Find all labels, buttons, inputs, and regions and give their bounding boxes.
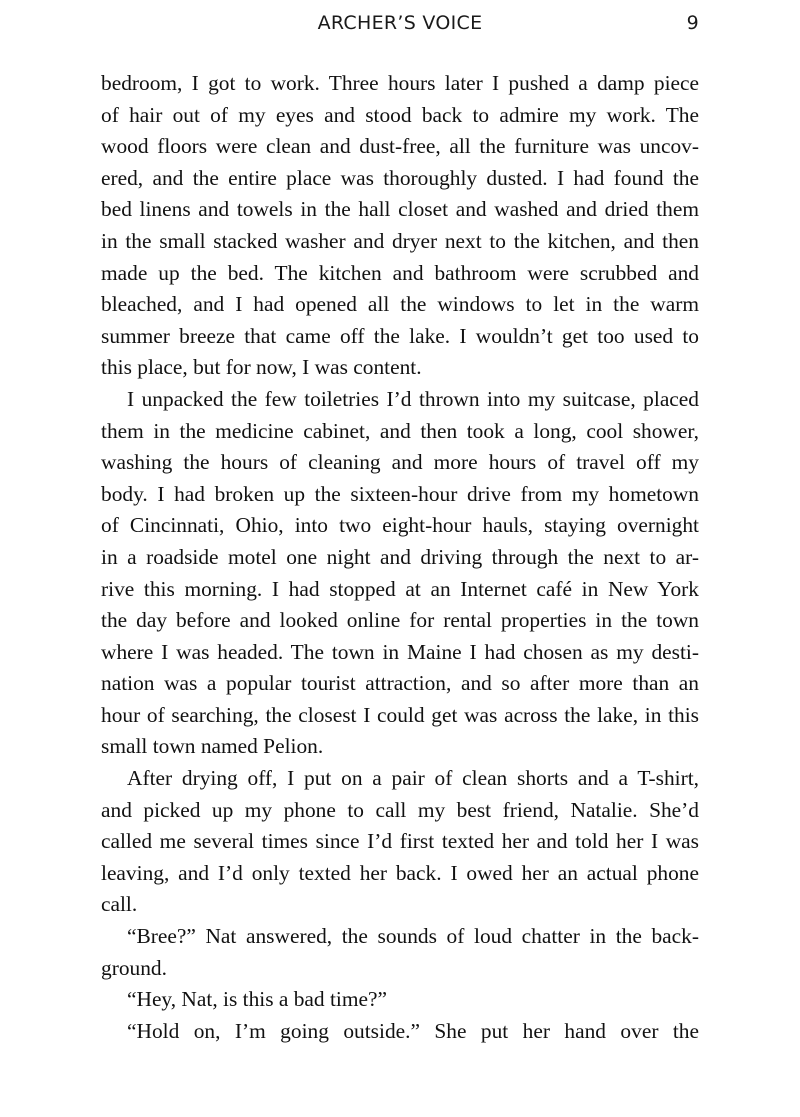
paragraph — [101, 68, 699, 384]
page-number: 9 — [686, 12, 699, 34]
text-line: After drying off, I put on a pair of clean shorts and a T-shirt, — [127, 766, 699, 791]
body-text — [101, 68, 699, 1047]
paragraph — [101, 984, 699, 1016]
text-line: the day before and looked online for rental properties in the town — [101, 608, 699, 633]
text-line: in the small stacked washer and dryer next to the kitchen, and then — [101, 228, 699, 253]
text-line: bleached, and I had opened all the windows to let in the warm — [101, 292, 699, 317]
text-line: summer breeze that came off the lake. I wouldn’t get too used to — [101, 323, 699, 348]
text-line: leaving, and I’d only texted her back. I owed her an actual phone — [101, 860, 699, 885]
paragraph — [101, 1016, 699, 1048]
text-line: this place, but for now, I was content. — [101, 355, 422, 380]
text-line: wood floors were clean and dust-free, all the furniture was uncov- — [101, 134, 699, 159]
text-line: them in the medicine cabinet, and then took a long, cool shower, — [101, 418, 699, 443]
text-line: of Cincinnati, Ohio, into two eight-hour hauls, staying overnight — [101, 513, 699, 538]
text-line: and picked up my phone to call my best friend, Natalie. She’d — [101, 797, 699, 822]
text-line: where I was headed. The town in Maine I had chosen as my desti- — [101, 639, 699, 664]
text-line: “Hold on, I’m going outside.” She put her hand over the — [127, 1018, 699, 1043]
text-line: ground. — [101, 955, 167, 980]
paragraph — [101, 384, 699, 763]
text-line: washing the hours of cleaning and more hours of travel off my — [101, 450, 699, 475]
paragraph — [101, 921, 699, 984]
text-line: rive this morning. I had stopped at an Internet café in New York — [101, 576, 699, 601]
text-line: “Bree?” Nat answered, the sounds of loud chatter in the back- — [127, 924, 699, 949]
text-line: small town named Pelion. — [101, 734, 324, 759]
text-line: in a roadside motel one night and driving through the next to ar- — [101, 544, 699, 569]
paragraph — [101, 763, 699, 921]
running-title: ARCHER’S VOICE — [317, 12, 483, 34]
text-line: ered, and the entire place was thoroughly dusted. I had found the — [101, 165, 699, 190]
text-line: bed linens and towels in the hall closet and washed and dried them — [101, 197, 699, 222]
running-header — [101, 12, 699, 38]
text-line: call. — [101, 892, 138, 917]
text-line: bedroom, I got to work. Three hours later I pushed a damp piece — [101, 71, 699, 95]
text-line: body. I had broken up the sixteen-hour drive from my hometown — [101, 481, 699, 506]
text-line: made up the bed. The kitchen and bathroom were scrubbed and — [101, 260, 699, 285]
text-line: nation was a popular tourist attraction, and so after more than an — [101, 671, 699, 696]
text-line: of hair out of my eyes and stood back to admire my work. The — [101, 102, 699, 127]
text-line: hour of searching, the closest I could get was across the lake, in this — [101, 702, 699, 727]
text-line: I unpacked the few toiletries I’d thrown into my suitcase, placed — [127, 386, 699, 411]
text-line: called me several times since I’d first texted her and told her I was — [101, 829, 699, 854]
text-line: “Hey, Nat, is this a bad time?” — [127, 987, 387, 1012]
